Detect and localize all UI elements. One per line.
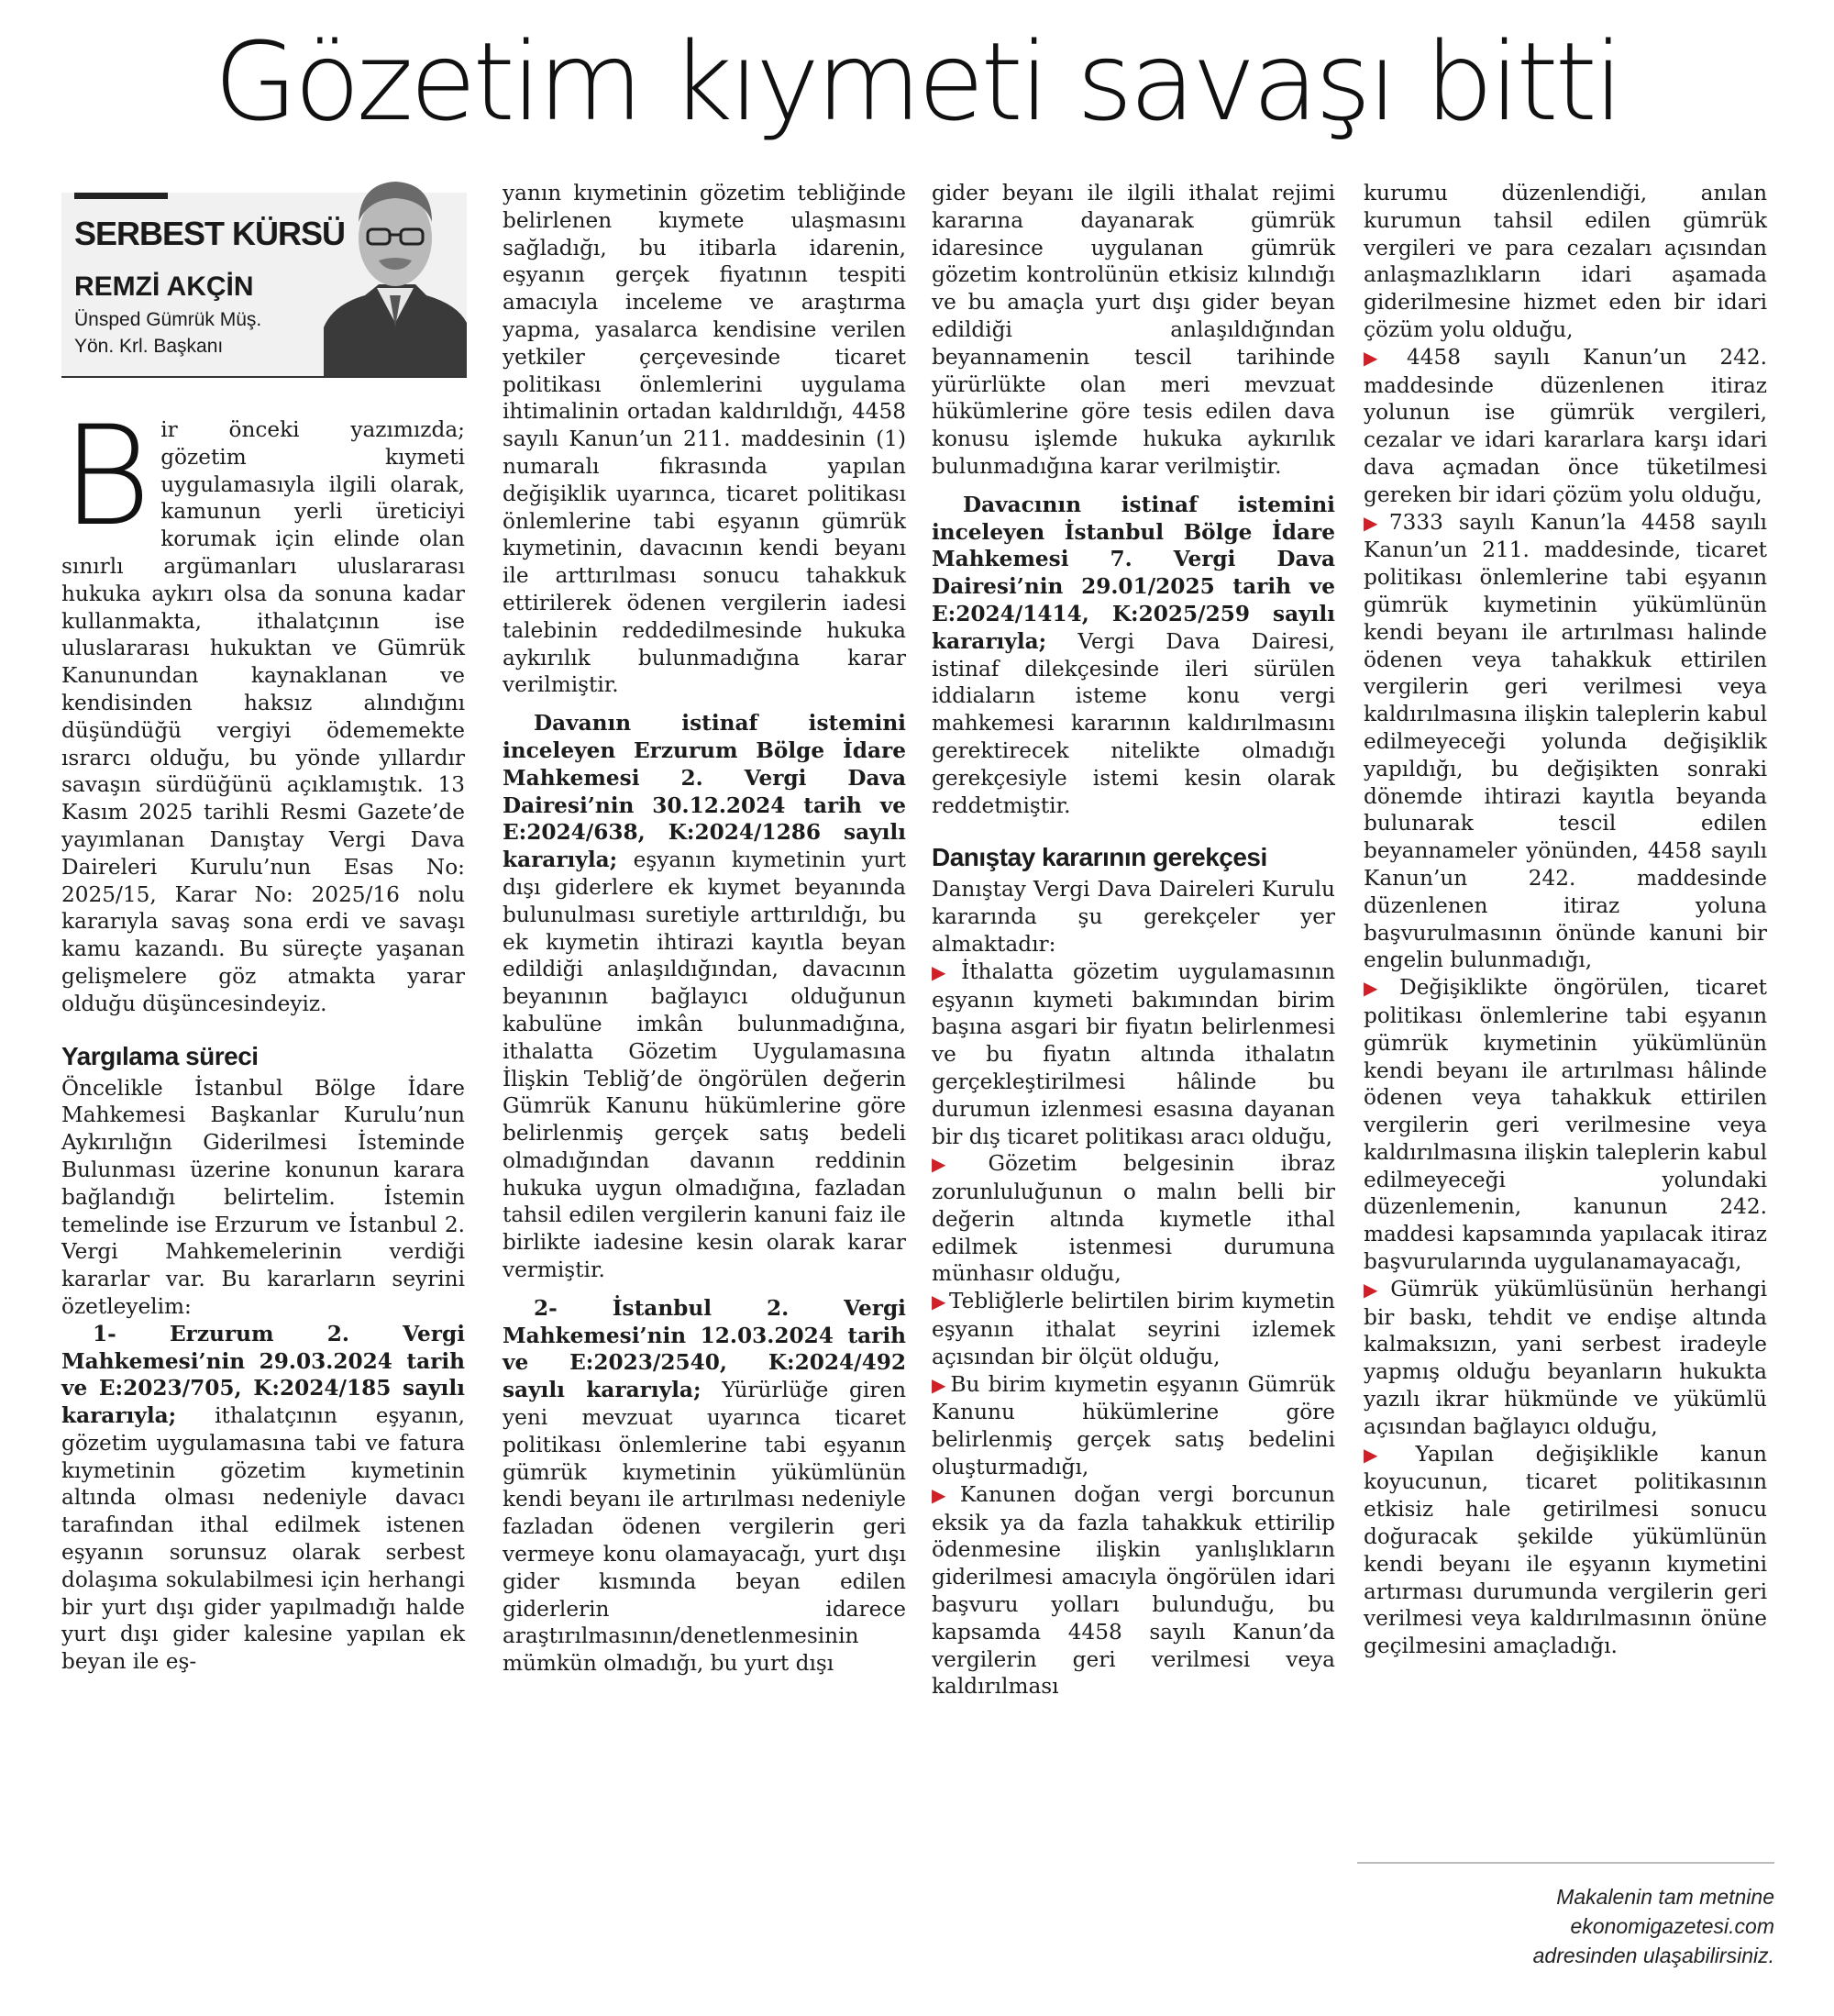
paragraph: kurumu düzenlendiği, anılan kurumun tahsil edilen gümrük vergileri ve para cezaları açısından anlaşmazlıkların idari aşamada giderilmesine hizmet eden bir idari çözüm yolu olduğu, — [1364, 181, 1767, 342]
bullet-triangle-icon: ▶ — [932, 960, 959, 983]
footnote-line: adresinden ulaşabilirsiniz. — [1532, 1944, 1774, 1967]
column-4 — [1364, 180, 1767, 1660]
bullet-item: ▶ Tebliğlerle belirtilen birim kıymetin eşyanın ithalat seyrini izlemek açısından bir ölçüt olduğu, — [932, 1289, 1335, 1369]
bullet-item: ▶ Yapılan değişiklikle kanun koyucunun, ticaret politikasının etkisiz hale getirilmesi sonucu doğuracak şekilde yükümlünün kendi beyanı ile eşyanın kıymetini artırması durumunda vergilerin geri verilmesi veya kaldırılmasının önüne geçilmesini amaçladığı. — [1364, 1441, 1767, 1659]
paragraph: 2- İstanbul 2. Vergi Mahkemesi’nin 12.03.2024 tarih ve E:2023/2540, K:2024/492 sayılı kararıyla; Yürürlüğe giren yeni mevzuat uyarınca ticaret politikası önlemlerine tabi eşyanın gümrük kıymetinin yükümlünün kendi beyanı ile artırılması nedeniyle fazladan ödenen vergilerin geri vermeye konu olamayacağı, yurt dışı gider kısmında beyan edilen giderlerin idarece araştırılmasının/denetlenmesinin mümkün olmadığı, bu yurt dışı — [503, 1295, 907, 1677]
intro-paragraph: Bir önceki yazımızda; gözetim kıymeti uygulamasıyla ilgili olarak, kamunun yerli üreticiyi korumak için elinde olan sınırlı argümanları uluslararası hukuka aykırı olsa da sonuna kadar kullanmakta, ithalatçının ise uluslararası hukuktan ve Gümrük Kanunundan kaynaklanan ve kendisinden haksız alındığını düşündüğü vergiyi ödememekte ısrarcı olduğu, bu yönde yıllardır savaşın sürdüğünü açıklamıştık. 13 Kasım 2025 tarihli Resmi Gazete’de yayımlanan Danıştay Vergi Dava Daireleri Kurulu’nun Esas No: 2025/15, Karar No: 2025/16 nolu kararıyla savaş sona erdi ve savaşı kamu kazandı. Bu süreçte yaşanan gelişmelere göz atmakta yarar olduğu düşüncesindeyiz. — [61, 397, 465, 1016]
bullet-item: ▶ İthalatta gözetim uygulamasının eşyanın kıymeti bakımından birim başına asgari bir fiyatın belirlenmesi ve bu fiyatın altında ithalatın gerçekleştirilmesi hâlinde bu durumun izlenmesi esasına dayanan bir dış ticaret politikası aracı olduğu, — [932, 958, 1335, 1149]
bullet-item: ▶ Değişiklikte öngörülen, ticaret politikası önlemlerine tabi eşyanın gümrük kıymetinin yükümlünün kendi beyanı ile artırılması hâlinde ödenen veya tahakkuk ettirilen vergilerin geri verilmesine veya kaldırılmasına ilişkin taleplerin kabul edilmeyeceği yolundaki düzenlemenin, kanunun 242. maddesi kapsamında yapılacak itiraz başvurularında uygulanamayacağı, — [1364, 975, 1767, 1275]
bullet-item: ▶ 4458 sayılı Kanun’un 242. maddesinde düzenlenen itiraz yolunun ise gümrük vergileri, cezalar ve idari kararlara karşı idari dava açmadan önce tüketilmesi gereken bir idari çözüm yolu olduğu, — [1364, 344, 1767, 507]
footnote-divider — [1357, 1862, 1774, 1864]
bullet-item: ▶ Bu birim kıymetin eşyanın Gümrük Kanunu hükümlerine göre belirlenmiş gerçek satış bedelini oluşturmadığı, — [932, 1371, 1335, 1480]
bullet-triangle-icon: ▶ — [932, 1290, 946, 1313]
paragraph: 1- Erzurum 2. Vergi Mahkemesi’nin 29.03.2024 tarih ve E:2023/705, K:2024/185 sayılı kararıyla; ithalatçının eşyanın, gözetim uygulamasına tabi ve fatura kıymetinin gözetim kıymetinin altında olması nedeniyle davacı tarafından ithal edilmek istenen eşyanın sorunsuz olarak serbest dolaşıma sokulabilmesi için herhangi bir yurt dışı gider yapılmadığı halde yurt dışı gider kalesine yapılan ek beyan ile eş- — [61, 1321, 465, 1675]
paragraph: Danıştay Vergi Dava Daireleri Kurulu kararında şu gerekçeler yer almaktadır: — [932, 877, 1335, 957]
author-title-line: Yön. Krl. Başkanı — [74, 336, 224, 357]
bullet-triangle-icon: ▶ — [1364, 511, 1387, 534]
author-title — [74, 306, 261, 360]
bullet-triangle-icon: ▶ — [1364, 1443, 1413, 1466]
author-box — [61, 193, 467, 378]
author-title-line: Ünsped Gümrük Müş. — [74, 309, 262, 330]
bullet-item: ▶ Kanunen doğan vergi borcunun eksik ya da fazla tahakkuk ettirilip ödenmesine ilişkin yanlışlıkların giderilmesi amacıyla öngörülen idari başvuru yolları bulunduğu, bu kapsamda 4458 sayılı Kanun’da vergilerin geri verilmesi veya kaldırılması — [932, 1481, 1335, 1700]
footnote-link[interactable]: ekonomigazetesi.com — [1570, 1914, 1774, 1938]
bullet-item: ▶ Gümrük yükümlüsünün herhangi bir baskı, tehdit ve endişe altında kalmaksızın, yani serbest iradeyle yapmış olduğu beyanların hukukta yazılı ikrar hükmünde ve yükümlü açısından bağlayıcı olduğu, — [1364, 1276, 1767, 1439]
author-box-accent-bar — [74, 193, 168, 199]
paragraph: Davacının istinaf istemini inceleyen İstanbul Bölge İdare Mahkemesi 7. Vergi Dava Dairesi’nin 29.01/2025 tarih ve E:2024/1414, K:2025/259 sayılı kararıyla; Vergi Dava Dairesi, istinaf dilekçesinde ileri sürülen iddiaların isteme konu vergi mahkemesi kararının kaldırılmasını gerektirecek nitelikte olmadığı gerekçesiyle istemi kesin olarak reddetmiştir. — [932, 492, 1335, 818]
column-section-label: SERBEST KÜRSÜ — [74, 215, 346, 252]
subheading-danistay: Danıştay kararının gerekçesi — [932, 843, 1267, 872]
bullet-triangle-icon: ▶ — [932, 1153, 986, 1176]
paragraph: Davanın istinaf istemini inceleyen Erzurum Bölge İdare Mahkemesi 2. Vergi Dava Dairesi’nin 30.12.2024 tarih ve E:2024/638, K:2024/1286 sayılı kararıyla; eşyanın kıymetinin yurt dışı giderlere ek kıymet beyanında bulunulması suretiyle arttırıldığı, bu ek kıymetin ihtirazi kayıtla beyan edildiği anlaşıldığından, davacının beyanının bağlayıcı olduğunun kabulüne imkân bulunmadığına, ithalatta Gözetim Uygulamasına İlişkin Tebliğ’de öngörülen değerin Gümrük Kanunu hükümlerine göre belirlenmiş gerçek satış bedeli olmadığından davanın reddinin hukuka uygun olmadığına, fazladan tahsil edilen vergilerin kanuni faiz ile birlikte iadesine kesin olarak karar vermiştir. — [503, 711, 906, 1283]
column-2 — [503, 180, 906, 1678]
column-1 — [61, 397, 465, 1676]
paragraph: yanın kıymetinin gözetim tebliğinde belirlenen kıymete ulaşmasını sağladığı, bu itibarla idarenin, eşyanın gerçek fiyatının tespiti amacıyla inceleme ve araştırma yapma, yasalarca kendisine verilen yetkiler çerçevesinde ticaret politikası önlemlerini uygulama ihtimalinin ortadan kaldırıldığı, 4458 sayılı Kanun’un 211. maddesinin (1) numaralı fıkrasında yapılan değişiklik uyarınca, ticaret politikası önlemlerine tabi eşyanın gümrük kıymetinin, davacının kendi beyanı ile arttırılması sonucu tahakkuk ettirilerek ödenen vergilerin iadesi talebinin reddedilmesinde hukuka aykırılık bulunmadığına karar verilmiştir. — [503, 181, 906, 698]
author-photo — [324, 167, 467, 376]
footnote-line: Makalenin tam metnine — [1556, 1885, 1774, 1909]
bullet-triangle-icon: ▶ — [1364, 346, 1405, 369]
bullet-triangle-icon: ▶ — [1364, 1278, 1388, 1301]
paragraph: gider beyanı ile ilgili ithalat rejimi kararına dayanarak gümrük idaresince uygulanan gümrük gözetim kontrolünün etkisiz kılındığı ve bu amaçla yurt dışı gider beyan edildiği anlaşıldığından beyannamenin tescil tarihinde yürürlükte olan meri mevzuat hükümlerine göre tesis edilen dava konusu işlemde hukuka aykırılık bulunmadığına karar verilmiştir. — [932, 181, 1335, 479]
bullet-triangle-icon: ▶ — [932, 1483, 957, 1506]
column-3 — [932, 180, 1335, 1700]
author-name: REMZİ AKÇİN — [74, 271, 254, 302]
subheading-yargilama: Yargılama süreci — [61, 1041, 259, 1070]
drop-cap: B — [61, 397, 152, 557]
paragraph: Öncelikle İstanbul Bölge İdare Mahkemesi Başkanlar Kurulu’nun Aykırılığın Giderilmesi İsteminde Bulunması üzerine konunun karara bağlandığı belirtelim. İstemin temelinde ise Erzurum ve İstanbul 2. Vergi Mahkemelerinin verdiği kararlar var. Bu kararların seyrini özetleyelim: — [61, 1075, 465, 1319]
headline: Gözetim kıymeti savaşı bitti — [214, 18, 1620, 145]
bullet-triangle-icon: ▶ — [1364, 977, 1398, 1000]
bullet-item: ▶ Gözetim belgesinin ibraz zorunluluğunun o malın belli bir değerin altında kıymetle ithal edilmek istenmesi durumuna münhasır olduğu, — [932, 1151, 1335, 1287]
bullet-triangle-icon: ▶ — [932, 1373, 948, 1396]
bullet-item: ▶ 7333 sayılı Kanun’la 4458 sayılı Kanun’un 211. maddesinde, ticaret politikası önlemlerine tabi eşyanın gümrük kıymetinin yükümlünün kendi beyanı ile artırılması halinde ödenen veya tahakkuk ettirilen vergilerin geri verilmesi veya kaldırılmasına ilişkin taleplerin kabul edilmeyeceği yolunda değişiklik yapıldığı, bu değişikten sonraki dönemde ihtirazi kayıtla beyanda bulunarak tescil edilen beyannameler yönünden, 4458 sayılı Kanun’un 242. maddesinde düzenlenen itiraz yoluna başvurulmasının önünde kanuni bir engelin bulunmadığı, — [1364, 509, 1767, 973]
footnote — [1357, 1882, 1774, 1970]
